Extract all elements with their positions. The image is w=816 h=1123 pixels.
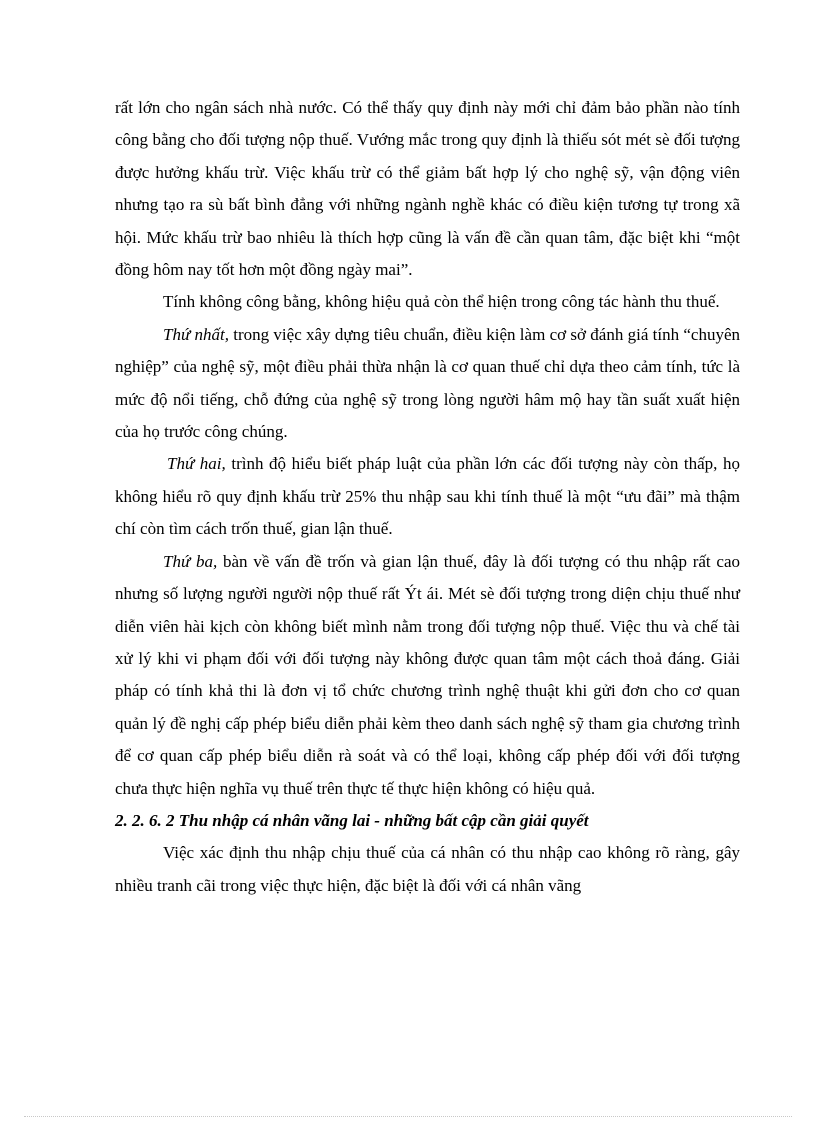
paragraph-second-point bbox=[115, 448, 740, 545]
paragraph-lead: Thứ ba, bbox=[163, 551, 218, 571]
paragraph-final bbox=[115, 837, 740, 902]
paragraph-text: trình độ hiểu biết pháp luật của phần lớn các đối tượng này còn thấp, họ không hiểu rõ quy định khấu trừ 25% thu nhập sau khi tính thuế là một “ưu đãi” mà thậm chí còn tìm cách trốn thuế, gian lận thuế. bbox=[115, 454, 741, 539]
paragraph-text: Tính không công bằng, không hiệu quả còn thể hiện trong công tác hành thu thuế. bbox=[163, 292, 720, 312]
paragraph-text: Việc xác định thu nhập chịu thuế của cá nhân có thu nhập cao không rõ ràng, gây nhiều tranh cãi trong việc thực hiện, đặc biệt là đối với cá nhân vãng bbox=[115, 843, 740, 895]
paragraph-text: bàn về vấn đề trốn và gian lận thuế, đây là đối tượng có thu nhập rất cao nhưng số lượng người người nộp thuế rất Ýt ái. Mét sè đối tượng trong diện chịu thuế như diễn viên hài kịch còn không biết mình nằm trong đối tượng nộp thuế. Việc thu và chế tài xử lý khi vi phạm đối với đối tượng này không được quan tâm một cách thoả đáng. Giải pháp có tính khả thi là đơn vị tổ chức chương trình nghệ thuật khi gửi đơn cho cơ quan quản lý đề nghị cấp phép biểu diễn phải kèm theo danh sách nghệ sỹ tham gia chương trình để cơ quan cấp phép biểu diễn rà soát và có thể loại, không cấp phép đối với đối tượng chưa thực hiện nghĩa vụ thuế trên thực tế thực hiện không có hiệu quả. bbox=[115, 551, 740, 798]
document-page bbox=[115, 92, 740, 902]
paragraph-unfairness bbox=[115, 286, 740, 318]
paragraph-lead: Thứ nhất, bbox=[163, 324, 229, 344]
paragraph-text: trong việc xây dựng tiêu chuẩn, điều kiện làm cơ sở đánh giá tính “chuyên nghiệp” của nghệ sỹ, một điều phải thừa nhận là cơ quan thuế chỉ dựa theo cảm tính, tức là mức độ nổi tiếng, chỗ đứng của nghệ sỹ trong lòng người hâm mộ hay tần suất xuất hiện của họ trước công chúng. bbox=[115, 324, 741, 442]
paragraph-intro bbox=[115, 92, 740, 286]
page-bottom-divider bbox=[24, 1116, 792, 1117]
paragraph-lead: Thứ hai, bbox=[167, 454, 226, 474]
paragraph-third-point bbox=[115, 546, 740, 805]
section-heading: 2. 2. 6. 2 Thu nhập cá nhân vãng lai - những bất cập cần giải quyết bbox=[115, 810, 589, 830]
paragraph-first-point bbox=[115, 319, 740, 449]
paragraph-text: rất lớn cho ngân sách nhà nước. Có thể thấy quy định này mới chỉ đảm bảo phần nào tính công bằng cho đối tượng nộp thuế. Vướng mắc trong quy định là thiếu sót mét sè đối tượng được hưởng khấu trừ. Việc khấu trừ có thể giảm bất hợp lý cho nghệ sỹ, vận động viên nhưng tạo ra sù bất bình đẳng với những ngành nghề khác có điều kiện tương tự trong xã hội. Mức khấu trừ bao nhiêu là thích hợp cũng là vấn đề cần quan tâm, đặc biệt khi “một đồng hôm nay tốt hơn một đồng ngày mai”. bbox=[115, 98, 740, 280]
